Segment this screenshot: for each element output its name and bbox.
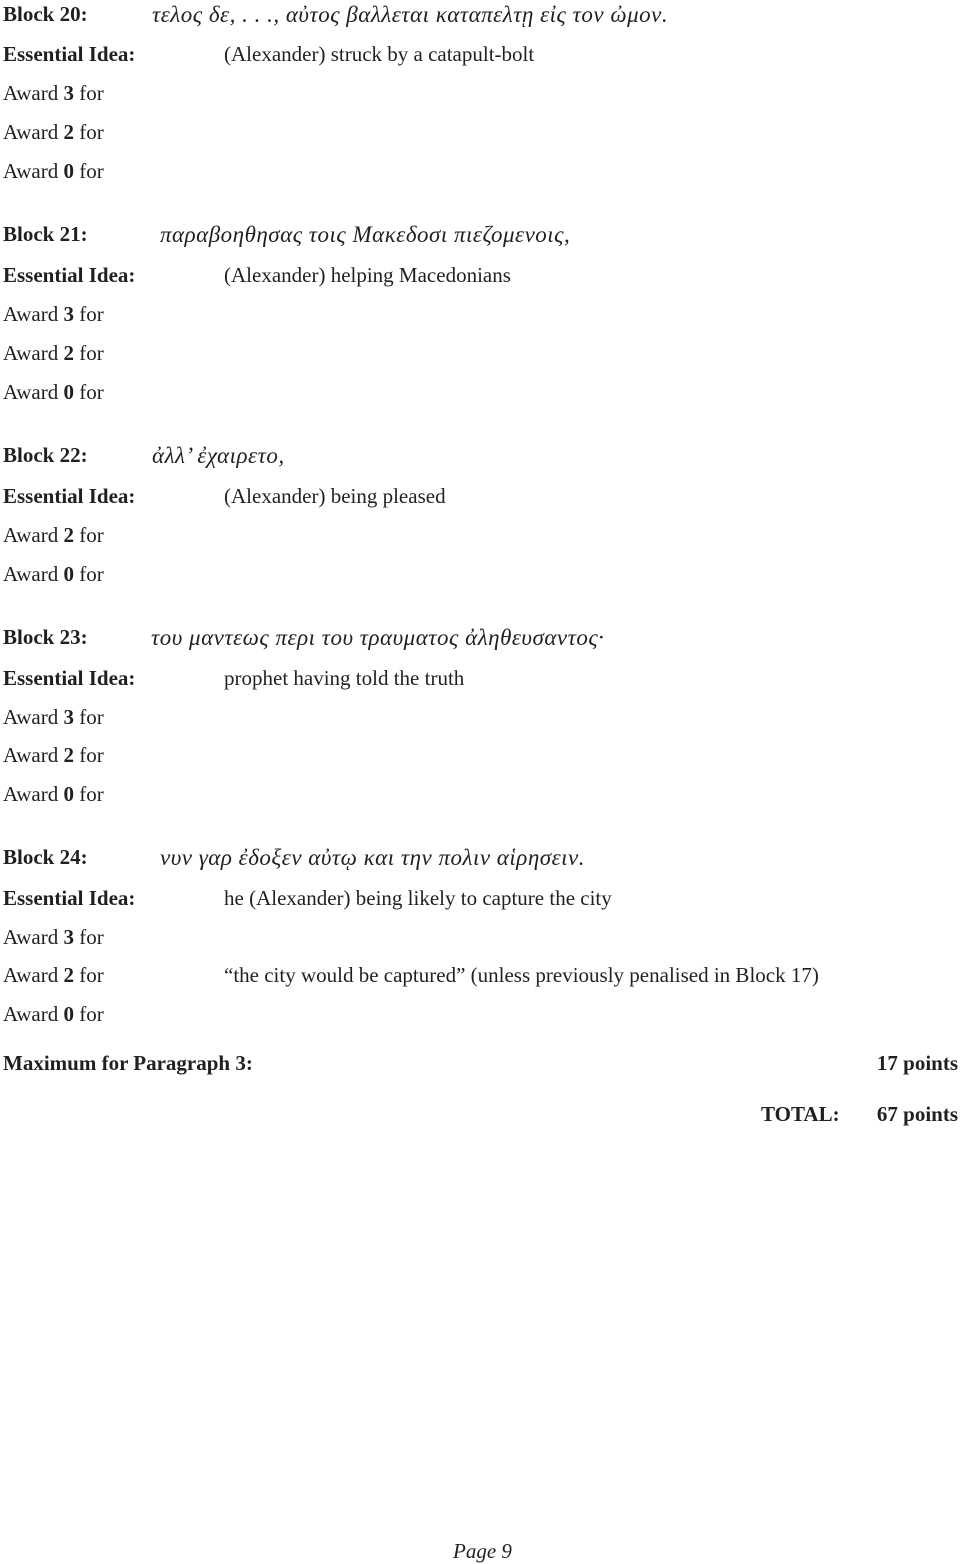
essential-idea-text: (Alexander) being pleased [224, 484, 446, 508]
essential-idea-label: Essential Idea: [3, 484, 136, 508]
total-label: TOTAL: [761, 1102, 840, 1126]
award-line: Award 0 for [3, 159, 104, 183]
greek-text: τελος δε, . . ., αὐτος βαλλεται καταπελτῃ εἰς τον ὠμον. [152, 2, 669, 27]
essential-idea-text: prophet having told the truth [224, 666, 465, 690]
block-label: Block 23: [3, 625, 88, 649]
essential-idea-label: Essential Idea: [3, 886, 136, 910]
block-label: Block 21: [3, 222, 88, 246]
essential-idea-text: (Alexander) helping Macedonians [224, 263, 511, 287]
total-value: 67 points [876, 1102, 958, 1126]
essential-idea-text: (Alexander) struck by a catapult-bolt [224, 42, 535, 66]
award-line: Award 0 for [3, 782, 104, 806]
award-line: Award 2 for [3, 743, 104, 767]
award-line: Award 3 for [3, 81, 104, 105]
page-number: Page 9 [453, 1539, 512, 1563]
award-line: Award 2 for [3, 120, 104, 144]
award-line: Award 3 for [3, 925, 104, 949]
award-line: Award 2 for [3, 523, 104, 547]
block-label: Block 22: [3, 443, 88, 467]
paragraph-max-value: 17 points [876, 1051, 958, 1075]
award-line: Award 3 for [3, 302, 104, 326]
award-line: Award 2 for [3, 341, 104, 365]
greek-text: παραβοηθησας τοις Μακεδοσι πιεζομενοις, [160, 222, 571, 247]
award-note: “the city would be captured” (unless previously penalised in Block 17) [224, 963, 819, 987]
essential-idea-text: he (Alexander) being likely to capture the city [224, 886, 612, 910]
essential-idea-label: Essential Idea: [3, 666, 136, 690]
essential-idea-label: Essential Idea: [3, 42, 136, 66]
award-line: Award 3 for [3, 705, 104, 729]
block-label: Block 20: [3, 2, 88, 26]
greek-text: νυν γαρ ἐδοξεν αὐτῳ και την πολιν αἱρησειν. [160, 845, 585, 870]
essential-idea-label: Essential Idea: [3, 263, 136, 287]
block-label: Block 24: [3, 845, 88, 869]
award-line: Award 0 for [3, 562, 104, 586]
award-line: Award 0 for [3, 380, 104, 404]
award-line: Award 2 for [3, 963, 104, 987]
greek-text: ἀλλ’ ἐχαιρετο, [152, 443, 285, 468]
paragraph-max-label: Maximum for Paragraph 3: [3, 1051, 253, 1075]
award-line: Award 0 for [3, 1002, 104, 1026]
greek-text: του μαντεως περι του τραυματος ἀληθευσαντος· [151, 625, 605, 650]
